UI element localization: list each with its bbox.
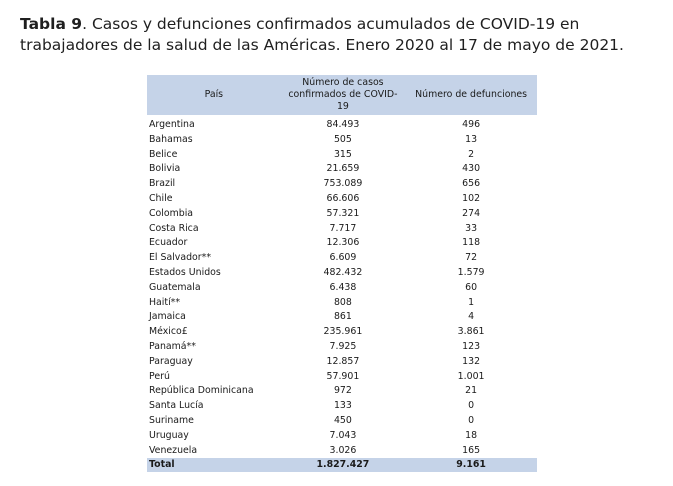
table-row (147, 281, 537, 296)
cell-casos: 450 (333, 414, 352, 426)
total-row (147, 458, 537, 472)
cell-casos: 7.925 (329, 340, 357, 352)
table-row (147, 429, 537, 444)
cell-pais: Bahamas (149, 133, 193, 145)
cell-casos: 972 (333, 385, 352, 397)
cell-defunciones: 13 (465, 133, 478, 145)
cell-pais: República Dominicana (149, 385, 254, 397)
cell-defunciones: 0 (468, 414, 475, 426)
cell-pais: Venezuela (149, 444, 198, 456)
cell-pais: Brazil (149, 178, 176, 190)
cell-casos: 861 (333, 311, 352, 323)
cell-defunciones: 132 (462, 355, 481, 367)
cell-casos: 6.609 (329, 252, 357, 264)
cell-pais: Uruguay (149, 429, 189, 441)
cell-pais: Argentina (149, 119, 195, 130)
table-row (147, 325, 537, 340)
caption-label: Tabla 9 (20, 15, 83, 33)
cell-defunciones: 118 (462, 237, 481, 249)
cell-casos: 6.438 (329, 281, 357, 293)
cell-casos: 7.717 (329, 222, 357, 234)
table-row (147, 414, 537, 429)
table-header-row (147, 75, 537, 115)
cell-casos: 482.432 (323, 266, 363, 278)
header-casos-line1: Número de casos (302, 77, 384, 88)
covid-health-workers-table (147, 75, 537, 472)
table-row (147, 236, 537, 251)
cell-defunciones: 0 (468, 400, 475, 412)
total-defunciones: 9.161 (405, 458, 537, 472)
cell-casos: 315 (333, 148, 352, 160)
cell-pais: Belice (149, 148, 178, 160)
table-row (147, 251, 537, 266)
cell-pais: México£ (149, 326, 188, 338)
cell-pais: Chile (149, 192, 173, 204)
table-row (147, 192, 537, 207)
cell-casos: 84.493 (326, 119, 360, 130)
cell-pais: El Salvador** (149, 252, 212, 264)
header-casos (281, 75, 406, 115)
cell-defunciones: 72 (465, 252, 478, 264)
table-row (147, 370, 537, 385)
table-row (147, 266, 537, 281)
cell-casos: 235.961 (323, 326, 363, 338)
cell-defunciones: 1.001 (457, 370, 485, 382)
table-row (147, 177, 537, 192)
table-caption (20, 14, 660, 56)
cell-casos: 66.606 (326, 192, 360, 204)
cell-pais: Suriname (149, 414, 194, 426)
cell-defunciones: 18 (465, 429, 478, 441)
cell-defunciones: 60 (465, 281, 478, 293)
cell-casos: 753.089 (323, 178, 363, 190)
cell-casos: 808 (333, 296, 352, 308)
cell-casos: 133 (333, 400, 352, 412)
cell-pais: Santa Lucía (149, 400, 204, 412)
cell-pais: Perú (149, 370, 170, 382)
cell-defunciones: 430 (462, 163, 481, 175)
table-row (147, 148, 537, 163)
cell-pais: Haití** (149, 296, 181, 308)
table-row (147, 444, 537, 459)
cell-pais: Jamaica (149, 311, 186, 323)
header-casos-line2: confirmados de COVID-19 (288, 89, 398, 112)
cell-defunciones: 33 (465, 222, 478, 234)
cell-defunciones: 123 (462, 340, 481, 352)
cell-defunciones: 3.861 (457, 326, 485, 338)
cell-casos: 57.901 (326, 370, 360, 382)
cell-casos: 12.306 (326, 237, 360, 249)
table-row (147, 162, 537, 177)
header-defunciones: Número de defunciones (405, 75, 537, 115)
total-casos: 1.827.427 (281, 458, 406, 472)
cell-casos: 57.321 (326, 207, 360, 219)
cell-defunciones: 165 (462, 444, 481, 456)
cell-pais: Bolivia (149, 163, 181, 175)
cell-pais: Estados Unidos (149, 266, 221, 278)
caption-text: . Casos y defunciones confirmados acumulados de COVID-19 en trabajadores de la salud de las Américas. Enero 2020 al 17 de mayo de 2021. (20, 15, 624, 54)
cell-pais: Ecuador (149, 237, 188, 249)
table-row (147, 296, 537, 311)
cell-defunciones: 1 (468, 296, 475, 308)
cell-pais: Colombia (149, 207, 194, 219)
table-row (147, 207, 537, 222)
table-row (147, 133, 537, 148)
table-row (147, 115, 537, 133)
cell-casos: 12.857 (326, 355, 360, 367)
table-body (147, 115, 537, 458)
table-row (147, 222, 537, 237)
cell-pais: Paraguay (149, 355, 193, 367)
cell-defunciones: 656 (462, 178, 481, 190)
cell-casos: 7.043 (329, 429, 357, 441)
table-row (147, 310, 537, 325)
cell-defunciones: 496 (462, 119, 481, 130)
cell-casos: 3.026 (329, 444, 357, 456)
cell-casos: 21.659 (326, 163, 360, 175)
cell-pais: Costa Rica (149, 222, 199, 234)
cell-defunciones: 274 (462, 207, 481, 219)
table-row (147, 384, 537, 399)
cell-defunciones: 102 (462, 192, 481, 204)
cell-defunciones: 21 (465, 385, 478, 397)
total-label: Total (147, 458, 281, 472)
cell-defunciones: 2 (468, 148, 475, 160)
table-row (147, 340, 537, 355)
cell-defunciones: 1.579 (457, 266, 485, 278)
header-pais: País (147, 75, 281, 115)
cell-casos: 505 (333, 133, 352, 145)
cell-pais: Panamá** (149, 340, 196, 352)
table-row (147, 355, 537, 370)
table-row (147, 399, 537, 414)
cell-pais: Guatemala (149, 281, 201, 293)
cell-defunciones: 4 (468, 311, 475, 323)
